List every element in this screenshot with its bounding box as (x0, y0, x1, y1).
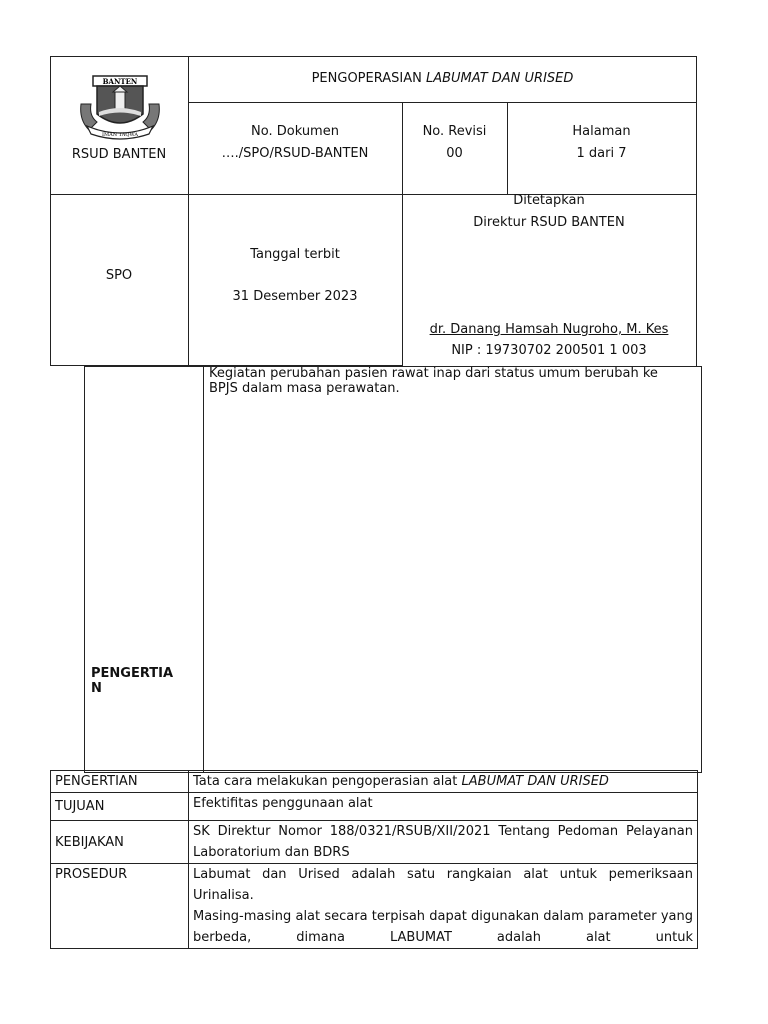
page-label: Halaman (572, 124, 631, 139)
logo-text-top: BANTEN (102, 77, 138, 86)
logo-text-bottom: IMAN TAQWA (102, 132, 138, 138)
document-number (188, 120, 402, 166)
definition-label (91, 666, 201, 696)
spo-label: SPO (105, 268, 133, 283)
signer-nip: NIP : 19730702 200501 1 003 (451, 343, 647, 358)
revision (402, 120, 507, 166)
approver-title: Direktur RSUD BANTEN (473, 215, 625, 230)
issue-date-label: Tanggal terbit (250, 247, 340, 262)
issue-date: 31 Desember 2023 (232, 289, 358, 304)
prosedur-paragraph-2: Masing-masing alat secara terpisah dapat digunakan dalam parameter yang berbeda, dimana LABUMAT adalah alat untuk (193, 909, 693, 945)
table-row (51, 864, 698, 949)
table-row (51, 793, 698, 821)
document-number-value: …./SPO/RSUD-BANTEN (221, 146, 369, 161)
document-number-label: No. Dokumen (251, 124, 339, 139)
signer-name: dr. Danang Hamsah Nugroho, M. Kes (429, 322, 669, 337)
definition-box (84, 366, 702, 773)
org-name: RSUD BANTEN (71, 147, 167, 162)
kebijakan-text: SK Direktur Nomor 188/0321/RSUB/XII/2021 Tentang Pedoman Pelayanan Laboratorium dan BDRS (189, 821, 698, 864)
definition-box-divider (203, 366, 204, 773)
revision-label: No. Revisi (422, 124, 487, 139)
document-title: PENGOPERASIAN LABUMAT DAN URISED (311, 71, 574, 86)
page-value: 1 dari 7 (576, 146, 627, 161)
definition-label-line-1: PENGERTIA (91, 666, 174, 681)
procedure-table (50, 770, 698, 949)
prosedur-text (189, 864, 698, 949)
pengertian-text: Tata cara melakukan pengoperasian alat LABUMAT DAN URISED (189, 771, 698, 793)
definition-label-line-2: N (91, 681, 102, 696)
prosedur-label: PROSEDUR (51, 864, 189, 949)
header-col-divider-1 (188, 56, 189, 366)
header-border-left (50, 56, 51, 366)
header-border-right (696, 56, 697, 366)
table-row (51, 771, 698, 793)
tujuan-label: TUJUAN (51, 793, 189, 821)
pengertian-label: PENGERTIAN (51, 771, 189, 793)
page-info (507, 120, 696, 166)
definition-text: Kegiatan perubahan pasien rawat inap dari status umum berubah ke BPJS dalam masa perawatan. (209, 366, 658, 396)
revision-value: 00 (446, 146, 463, 161)
kebijakan-label: KEBIJAKAN (51, 821, 189, 864)
prosedur-paragraph-1: Labumat dan Urised adalah satu rangkaian alat untuk pemeriksaan Urinalisa. (193, 867, 693, 903)
approval-label: Ditetapkan (513, 193, 585, 208)
header-title-divider (188, 102, 697, 103)
rsud-banten-logo (75, 74, 165, 140)
table-row (51, 821, 698, 864)
tujuan-text: Efektifitas penggunaan alat (189, 793, 698, 821)
